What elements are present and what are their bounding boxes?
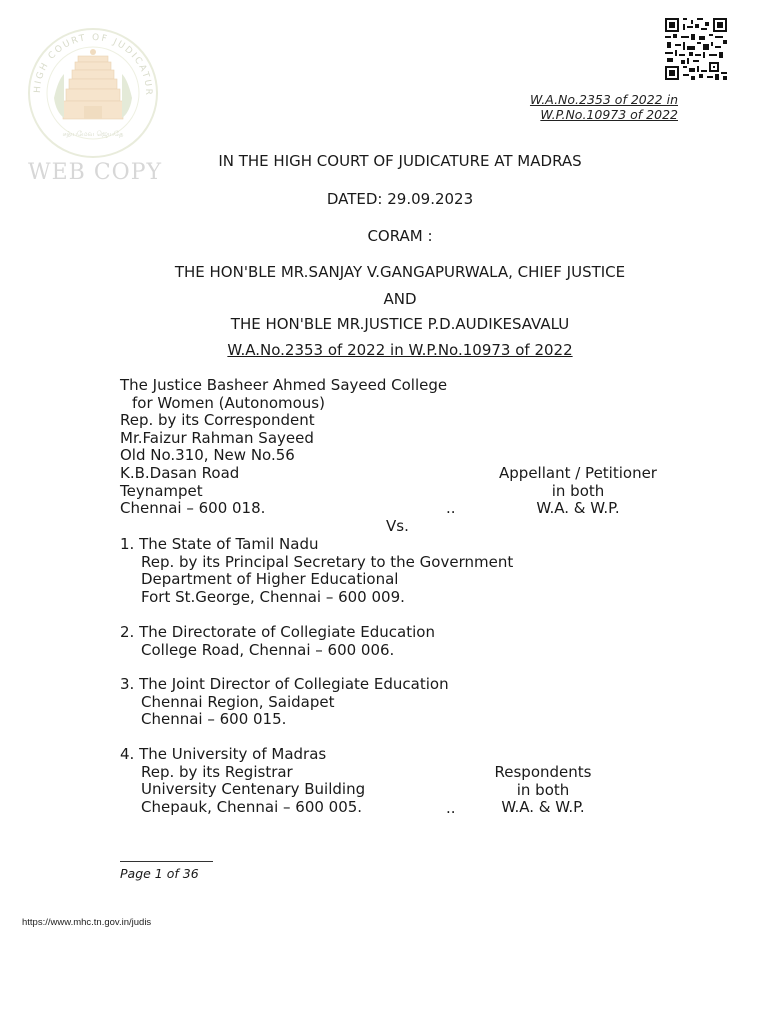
appellant-dots: ..	[446, 499, 456, 517]
judge-1: THE HON'BLE MR.SANJAY V.GANGAPURWALA, CHIEF JUSTICE	[174, 263, 626, 281]
respondents-role-line: in both	[516, 780, 570, 799]
court-title: IN THE HIGH COURT OF JUDICATURE AT MADRAS	[218, 152, 582, 170]
respondent-line: 1. The State of Tamil Nadu	[120, 535, 319, 553]
respondent-line: Rep. by its Principal Secretary to the Government	[141, 552, 514, 571]
respondent-1	[120, 536, 513, 606]
respondents-role	[468, 764, 618, 817]
appellant-line: The Justice Basheer Ahmed Sayeed College	[120, 376, 448, 394]
respondent-4	[120, 746, 365, 816]
seal-arc-text: HIGH COURT OF JUDICATUR	[32, 32, 154, 97]
case-title: W.A.No.2353 of 2022 in W.P.No.10973 of 2022	[227, 341, 573, 359]
respondent-3	[120, 676, 449, 729]
appellant-line: K.B.Dasan Road	[120, 463, 240, 482]
respondent-line: Rep. by its Registrar	[141, 762, 293, 781]
versus-label: Vs.	[386, 517, 409, 535]
coram-line: CORAM :	[367, 227, 433, 245]
case-reference-line1: W.A.No.2353 of 2022 in	[529, 92, 678, 107]
respondent-line: Chepauk, Chennai – 600 005.	[141, 797, 363, 816]
respondents-role-line: W.A. & W.P.	[501, 798, 585, 817]
case-reference	[530, 92, 678, 122]
judge-2: THE HON'BLE MR.JUSTICE P.D.AUDIKESAVALU	[230, 315, 570, 333]
respondent-line: Department of Higher Educational	[141, 570, 399, 589]
respondents-dots: ..	[446, 799, 456, 817]
appellant-role	[478, 465, 678, 518]
respondent-line: University Centenary Building	[141, 780, 366, 799]
respondents-role-line: Respondents	[494, 763, 592, 781]
appellant-line: Rep. by its Correspondent	[120, 411, 315, 430]
web-copy-watermark: WEB COPY	[28, 160, 163, 185]
and-line: AND	[383, 290, 417, 308]
respondent-line: 2. The Directorate of Collegiate Education	[120, 623, 435, 641]
appellant-role-line: Appellant / Petitioner	[499, 464, 657, 482]
dated-line: DATED: 29.09.2023	[326, 190, 474, 208]
appellant-line: for Women (Autonomous)	[132, 393, 325, 412]
appellant-line: Chennai – 600 018.	[120, 499, 266, 518]
respondent-line: 3. The Joint Director of Collegiate Education	[120, 675, 449, 693]
appellant-role-line: W.A. & W.P.	[536, 499, 620, 518]
footer-divider	[120, 861, 213, 862]
respondent-line: Fort St.George, Chennai – 600 009.	[141, 587, 405, 606]
respondent-line: Chennai Region, Saidapet	[141, 692, 335, 711]
appellant-line: Mr.Faizur Rahman Sayeed	[120, 428, 314, 447]
respondent-line: 4. The University of Madras	[120, 745, 327, 763]
appellant-address	[120, 377, 447, 518]
respondent-line: Chennai – 600 015.	[141, 710, 287, 729]
appellant-line: Old No.310, New No.56	[120, 446, 295, 465]
source-url: https://www.mhc.tn.gov.in/judis	[22, 917, 152, 928]
appellant-role-line: in both	[551, 481, 605, 500]
court-seal-watermark	[18, 18, 168, 168]
case-reference-line2: W.P.No.10973 of 2022	[540, 107, 678, 122]
seal-motto: சத்யமேவ ஜெயதே	[62, 130, 124, 138]
qr-code-icon	[665, 18, 727, 80]
appellant-line: Teynampet	[120, 481, 203, 500]
page-number: Page 1 of 36	[120, 866, 199, 881]
respondent-line: College Road, Chennai – 600 006.	[141, 640, 395, 659]
respondent-2	[120, 624, 435, 659]
